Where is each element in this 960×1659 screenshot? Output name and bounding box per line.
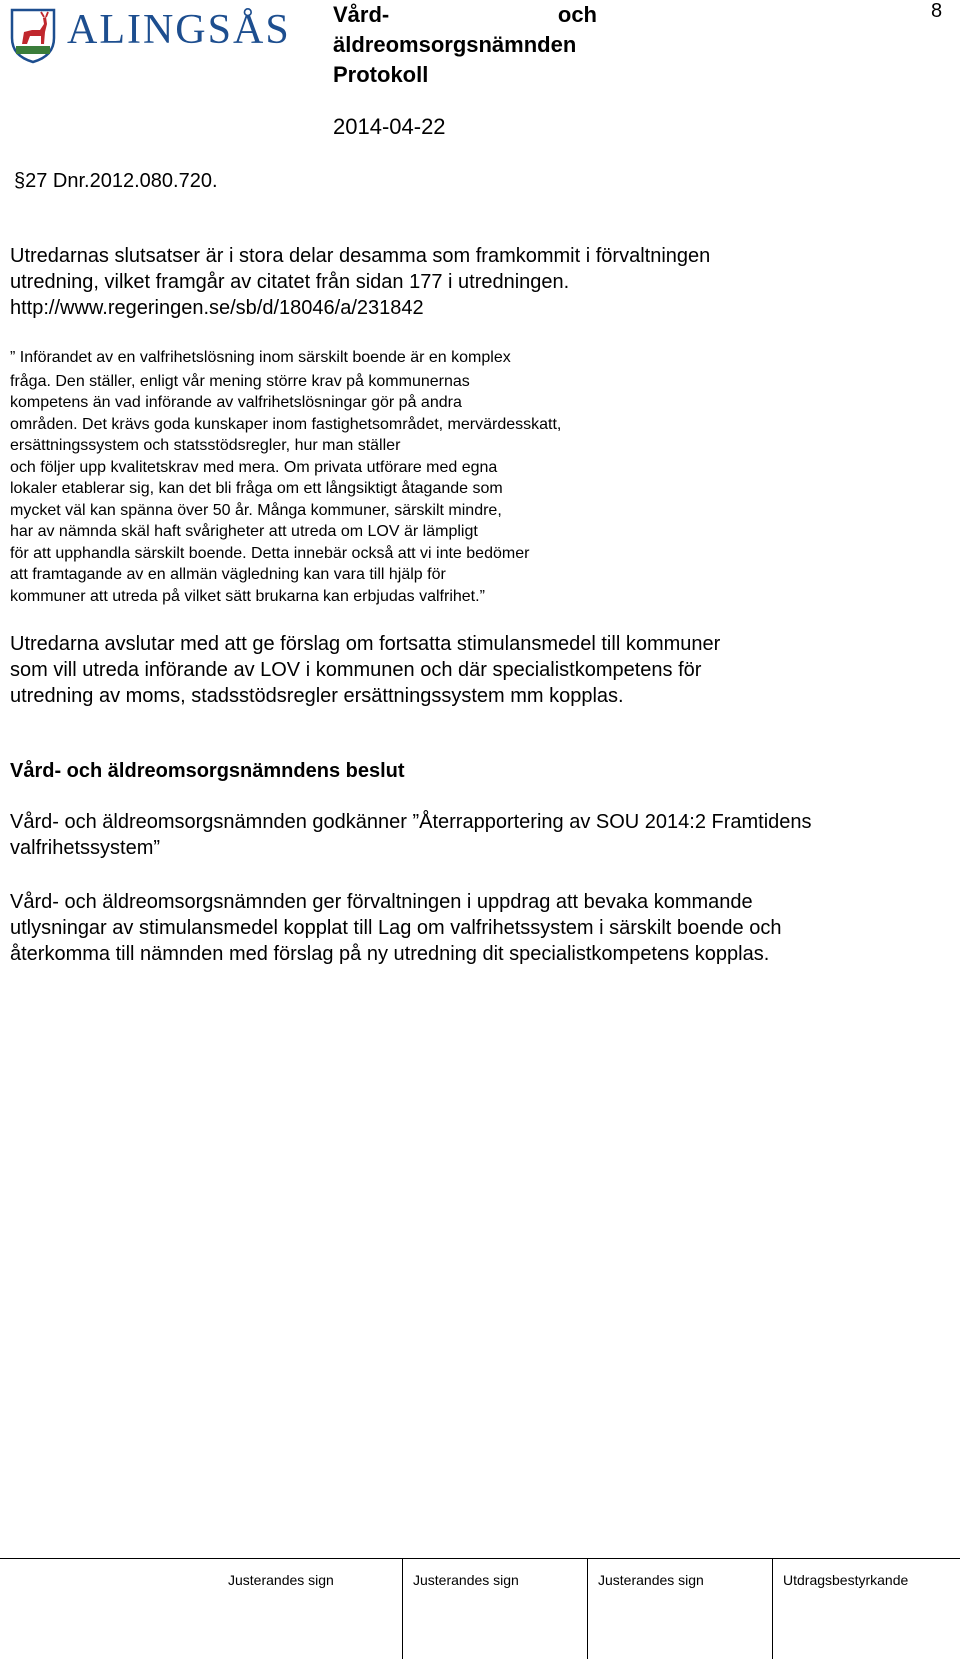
quote-line: mycket väl kan spänna över 50 år. Många kommuner, särskilt mindre, xyxy=(10,501,502,519)
intro-line: Utredarnas slutsatser är i stora delar desamma som framkommit i förvaltningen xyxy=(10,245,711,267)
title-committee: äldreomsorgsnämnden xyxy=(333,32,577,57)
quote-line: har av nämnda skäl haft svårigheter att utreda om LOV är lämpligt xyxy=(10,523,478,540)
quote-line: för att upphandla särskilt boende. Detta innebär också att vi inte bedömer xyxy=(10,544,530,562)
quote-block xyxy=(10,347,950,607)
quote-line: lokaler etablerar sig, kan det bli fråga om ett långsiktigt åtagande som xyxy=(10,480,503,497)
decision-line: Vård- och äldreomsorgsnämnden godkänner ”Återrapportering av SOU 2014:2 Framtidens xyxy=(10,811,812,833)
signature-cell xyxy=(587,1559,772,1659)
extract-certification-label: Utdragsbestyrkande xyxy=(783,1572,909,1588)
extract-cell xyxy=(772,1559,960,1659)
conclusion-line: som vill utreda införande av LOV i kommunen och där specialistkompetens för xyxy=(10,659,702,681)
title-word-vard: Vård- xyxy=(333,2,390,27)
quote-line: områden. Det krävs goda kunskaper inom fastighetsområdet, mervärdesskatt, xyxy=(10,415,562,433)
signature-footer xyxy=(0,1559,960,1659)
intro-line: utredning, vilket framgår av citatet från sidan 177 i utredningen. xyxy=(10,271,570,293)
conclusion-paragraph xyxy=(10,631,950,709)
document-title xyxy=(333,0,633,90)
municipality-logo xyxy=(10,8,300,66)
quote-line: ersättningssystem och statsstödsregler, hur man ställer xyxy=(10,437,401,454)
signature-label: Justerandes sign xyxy=(598,1572,704,1588)
decision-approval xyxy=(10,809,950,861)
signature-cell xyxy=(402,1559,587,1659)
signature-label: Justerandes sign xyxy=(413,1572,519,1588)
signature-label: Justerandes sign xyxy=(228,1572,334,1588)
quote-line: att framtagande av en allmän vägledning kan vara till hjälp för xyxy=(10,566,446,583)
decision-line: valfrihetssystem” xyxy=(10,837,161,859)
quote-line: kommuner att utreda på vilket sätt brukarna kan erbjudas valfrihet.” xyxy=(10,587,485,605)
decision-line: Vård- och äldreomsorgsnämnden ger förvaltningen i uppdrag att bevaka kommande xyxy=(10,891,753,913)
conclusion-line: Utredarna avslutar med att ge förslag om fortsatta stimulansmedel till kommuner xyxy=(10,633,721,655)
source-link[interactable]: http://www.regeringen.se/sb/d/18046/a/231842 xyxy=(10,297,424,319)
decision-heading: Vård- och äldreomsorgsnämndens beslut xyxy=(10,760,405,782)
meeting-date: 2014-04-22 xyxy=(333,114,446,139)
intro-paragraph xyxy=(10,243,950,321)
paragraph-number: §27 Dnr.2012.080.720. xyxy=(14,170,218,192)
logo-wordmark: ALINGSÅS xyxy=(67,7,291,53)
quote-line: fråga. Den ställer, enligt vår mening större krav på kommunernas xyxy=(10,372,470,390)
quote-line: ” Införandet av en valfrihetslösning inom särskilt boende är en komplex xyxy=(10,349,511,366)
coat-of-arms-icon xyxy=(10,8,56,64)
decision-line: återkomma till nämnden med förslag på ny utredning dit specialistkompetens kopplas. xyxy=(10,943,770,965)
page-number: 8 xyxy=(931,0,943,22)
quote-line: och följer upp kvalitetskrav med mera. Om privata utförare med egna xyxy=(10,458,498,476)
signature-cell xyxy=(228,1559,398,1659)
title-word-och: och xyxy=(557,2,597,27)
title-protocol: Protokoll xyxy=(333,62,429,87)
decision-line: utlysningar av stimulansmedel kopplat till Lag om valfrihetssystem i särskilt boende och xyxy=(10,917,782,939)
decision-assignment xyxy=(10,889,950,967)
conclusion-line: utredning av moms, stadsstödsregler ersättningssystem mm kopplas. xyxy=(10,685,624,707)
quote-line: kompetens än vad införande av valfrihetslösningar gör på andra xyxy=(10,394,462,411)
